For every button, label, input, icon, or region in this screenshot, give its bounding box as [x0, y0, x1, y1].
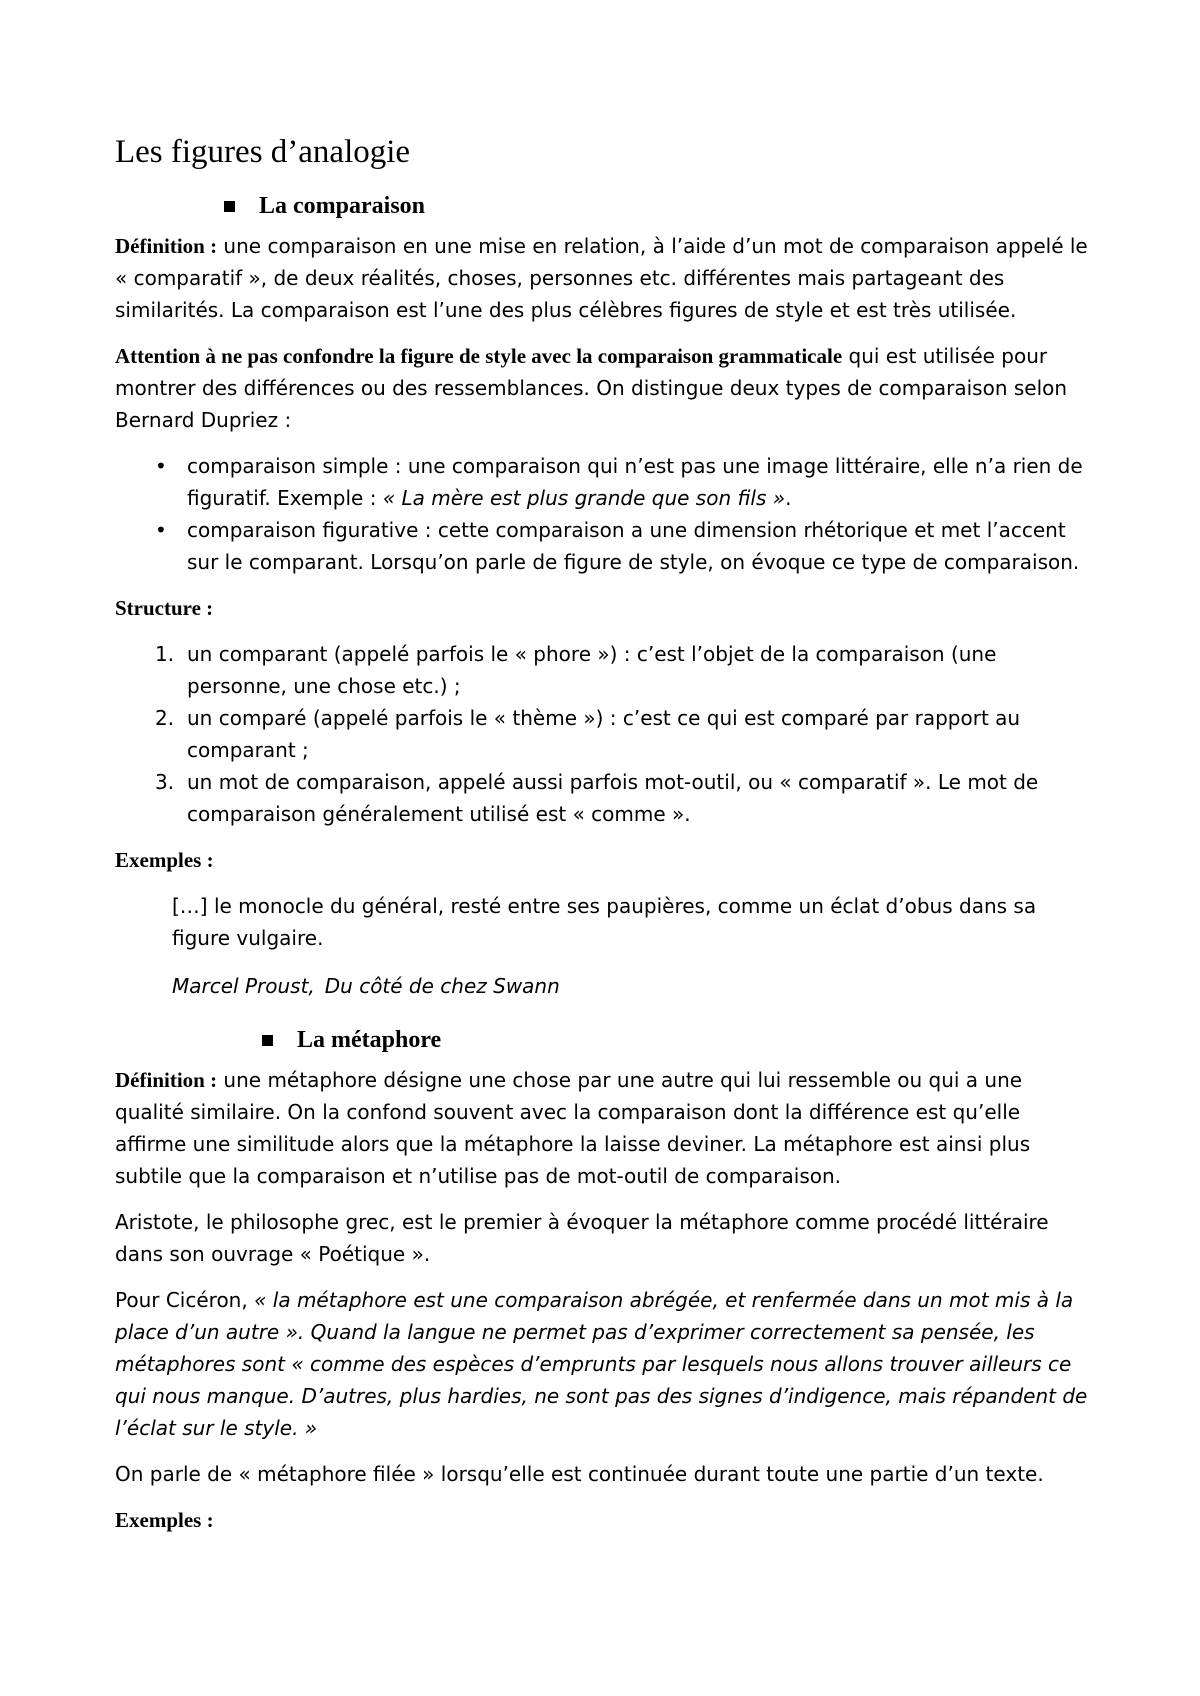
- structure-heading: [115, 592, 1095, 624]
- list-item-text: un comparé (appelé parfois le « thème ») : c’est ce qui est comparé par rapport au comparant ;: [187, 706, 1021, 762]
- definition-label: Définition :: [115, 1068, 218, 1092]
- ciceron-lead: Pour Cicéron,: [115, 1288, 255, 1312]
- section-heading-text: La comparaison: [259, 193, 426, 219]
- examples-heading: [115, 1504, 1095, 1536]
- attention-text: qui est utilisée pour montrer des différences ou des ressemblances. On distingue deux types de comparaison selon Bernard Dupriez :: [115, 344, 1068, 432]
- attention-paragraph: [115, 340, 1095, 436]
- list-number: 2.: [155, 706, 175, 730]
- quote-citation: [115, 970, 1095, 1002]
- list-item: [115, 450, 1095, 514]
- list-item: [115, 514, 1095, 578]
- types-list: [115, 450, 1095, 578]
- list-item-text: un mot de comparaison, appelé aussi parfois mot-outil, ou « comparatif ». Le mot de comparaison généralement utilisé est « comme ».: [187, 770, 1039, 826]
- list-item-text: un comparant (appelé parfois le « phore ») : c’est l’objet de la comparaison (une personne, une chose etc.) ;: [187, 642, 997, 698]
- section-heading-comparaison: [115, 190, 1095, 222]
- definition-paragraph: [115, 1064, 1095, 1192]
- bullet-icon: •: [155, 518, 167, 542]
- example-italic: « La mère est plus grande que son fils »: [382, 486, 786, 510]
- filee-paragraph: On parle de « métaphore filée » lorsqu’elle est continuée durant toute une partie d’un texte.: [115, 1462, 1044, 1486]
- ciceron-quote: « la métaphore est une comparaison abrégée, et renfermée dans un mot mis à la place d’un autre ». Quand la langue ne permet pas d’exprimer correctement sa pensée, les métaphores sont « comme des espèces d’emprunts par lesquels nous allons trouver ailleurs ce qui nous manque. D’autres, plus hardies, ne sont pas des signes d’indigence, mais répandent de l’éclat sur le style. »: [115, 1288, 1088, 1440]
- attention-label: Attention à ne pas confondre la figure de style avec la comparaison grammaticale: [115, 344, 843, 368]
- bullet-icon: •: [155, 454, 167, 478]
- citation-work: Du côté de chez Swann: [324, 974, 560, 998]
- section-heading-text: La métaphore: [297, 1027, 442, 1053]
- examples-heading: [115, 844, 1095, 876]
- square-bullet-icon: [262, 1035, 273, 1046]
- list-number: 1.: [155, 642, 175, 666]
- examples-label: Exemples :: [115, 848, 214, 872]
- square-bullet-icon: [224, 201, 235, 212]
- definition-paragraph: [115, 230, 1095, 326]
- example-quote: […] le monocle du général, resté entre ses paupières, comme un éclat d’obus dans sa figure vulgaire.: [172, 894, 1037, 950]
- page-title: Les figures d’analogie: [115, 134, 411, 170]
- definition-text: une métaphore désigne une chose par une autre qui lui ressemble ou qui a une qualité similaire. On la confond souvent avec la comparaison dont la différence est qu’elle affirme une similitude alors que la métaphore la laisse deviner. La métaphore est ainsi plus subtile que la comparaison et n’utilise pas de mot-outil de comparaison.: [115, 1068, 1031, 1188]
- document-page: [115, 132, 1095, 1550]
- list-number: 3.: [155, 770, 175, 794]
- definition-text: une comparaison en une mise en relation, à l’aide d’un mot de comparaison appelé le « comparatif », de deux réalités, choses, personnes etc. différentes mais partageant des similarités. La comparaison est l’une des plus célèbres figures de style et est très utilisée.: [115, 234, 1088, 322]
- list-item: [115, 766, 1095, 830]
- structure-list: [115, 638, 1095, 830]
- list-item-tail: .: [785, 486, 792, 510]
- list-item-text: comparaison figurative : cette comparaison a une dimension rhétorique et met l’accent sur le comparant. Lorsqu’on parle de figure de style, on évoque ce type de comparaison.: [187, 518, 1080, 574]
- structure-label: Structure :: [115, 596, 214, 620]
- list-item: [115, 638, 1095, 702]
- ciceron-paragraph: [115, 1284, 1095, 1444]
- section-heading-metaphore: [115, 1024, 1095, 1056]
- examples-label: Exemples :: [115, 1508, 214, 1532]
- definition-label: Définition :: [115, 234, 218, 258]
- aristote-paragraph: Aristote, le philosophe grec, est le premier à évoquer la métaphore comme procédé littéraire dans son ouvrage « Poétique ».: [115, 1210, 1049, 1266]
- list-item: [115, 702, 1095, 766]
- citation-author: Marcel Proust,: [172, 974, 315, 998]
- list-item-text: comparaison simple : une comparaison qui n’est pas une image littéraire, elle n’a rien de figuratif. Exemple :: [187, 454, 1083, 510]
